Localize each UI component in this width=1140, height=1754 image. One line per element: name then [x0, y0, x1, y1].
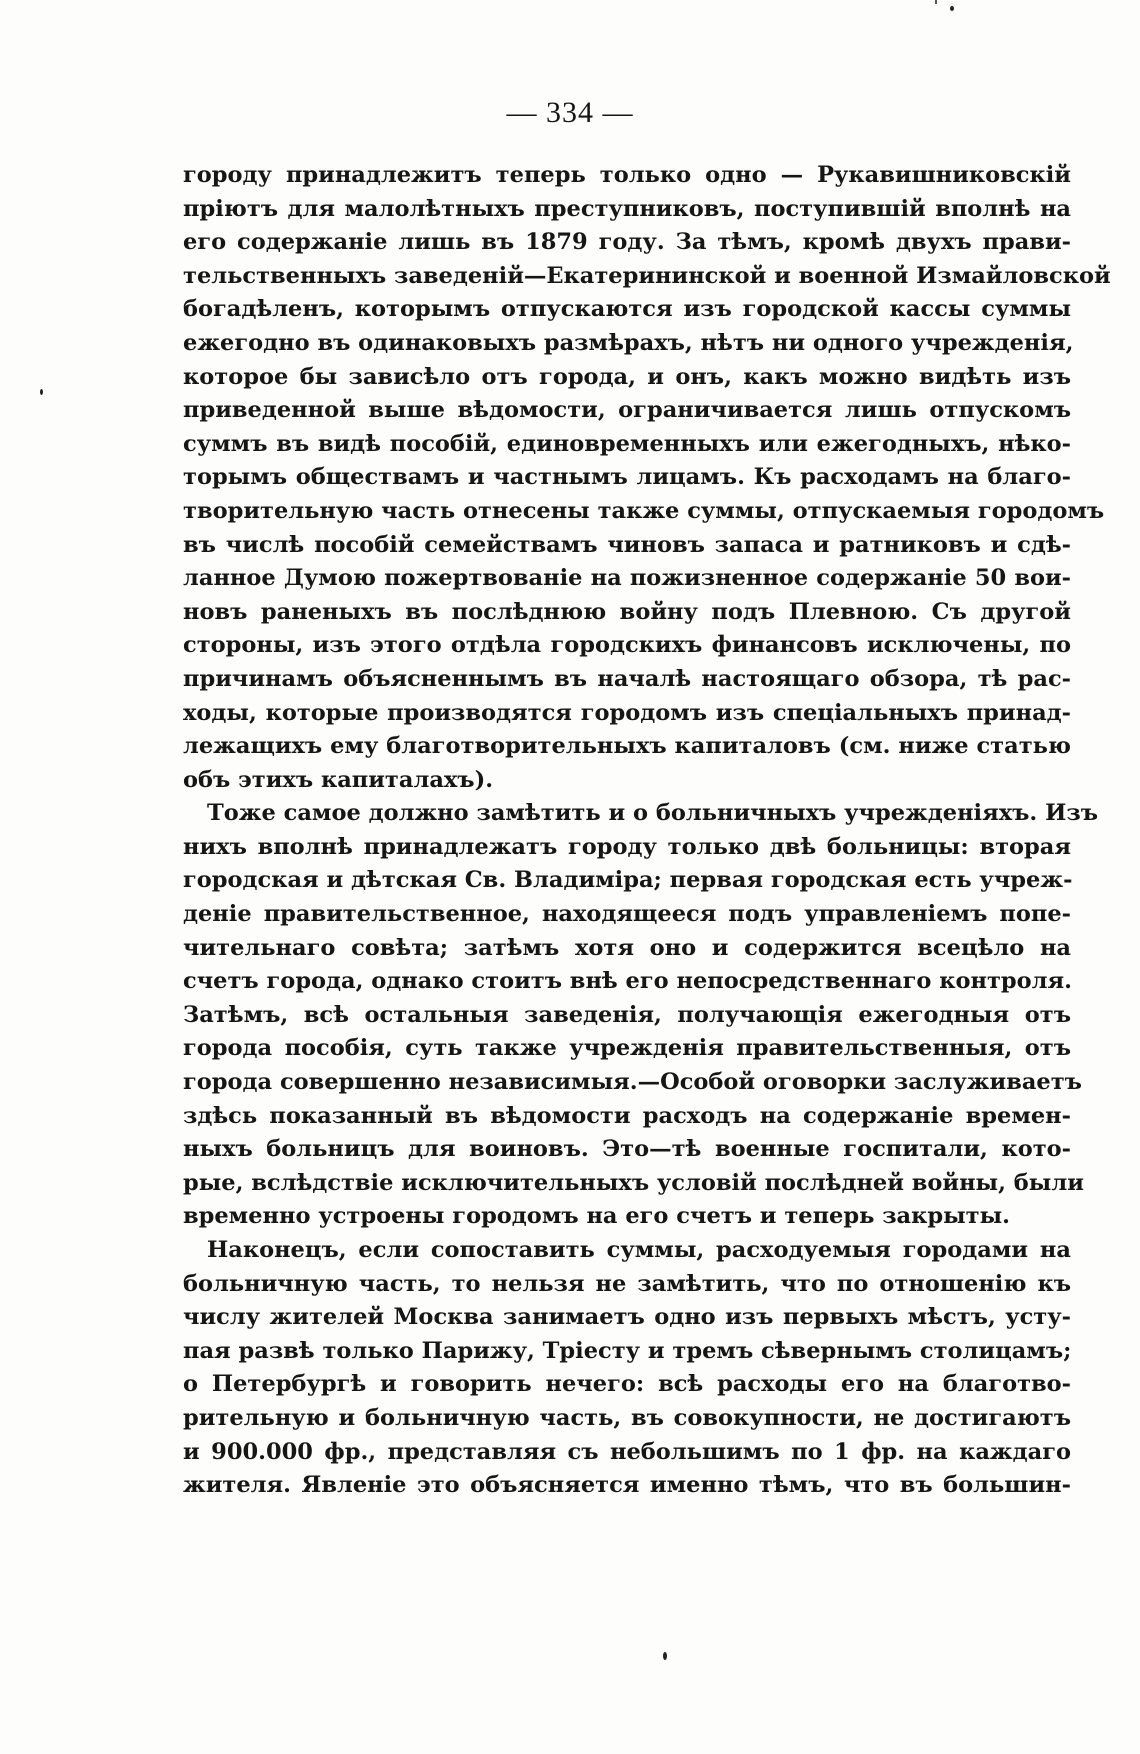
text-line: временно устроены городомъ на его счетъ и теперь закрыты.	[183, 1203, 1010, 1230]
text-line: богадѣленъ, которымъ отпускаются изъ городской кассы суммы	[183, 296, 1071, 323]
text-line: ходы, которые производятся городомъ изъ спеціальныхъ принад-	[183, 699, 1071, 726]
text-line: и 900.000 фр., представляя съ небольшимъ по 1 фр. на каждаго	[183, 1438, 1071, 1465]
text-line: городу принадлежитъ теперь только одно — Рукавишниковскій	[183, 162, 1071, 188]
text-line: города совершенно независимыя.—Особой оговорки заслуживаетъ	[183, 1069, 1082, 1096]
text-line: лежащихъ ему благотворительныхъ капиталовъ (см. ниже статью	[183, 733, 1071, 760]
page-number: — 334 —	[506, 96, 634, 129]
text-line: счетъ города, однако стоитъ внѣ его непосредственнаго контроля.	[183, 968, 1072, 995]
body-text	[183, 159, 1111, 1503]
text-line: нихъ вполнѣ принадлежатъ городу только двѣ больницы: вторая	[183, 833, 1071, 860]
text-line: приведенной выше вѣдомости, ограничивается лишь отпускомъ	[183, 397, 1071, 424]
text-line: пріютъ для малолѣтныхъ преступниковъ, поступившій вполнѣ на	[183, 195, 1071, 222]
text-line: жителя. Явленіе это объясняется именно тѣмъ, что въ большин-	[183, 1472, 1071, 1499]
text-line: торымъ обществамъ и частнымъ лицамъ. Къ расходамъ на благо-	[183, 464, 1071, 491]
text-line: здѣсь показанный въ вѣдомости расходъ на содержаніе времен-	[183, 1102, 1071, 1129]
text-line: которое бы зависѣло отъ города, и онъ, какъ можно видѣть изъ	[183, 363, 1071, 390]
text-line: Тоже самое должно замѣтить и о больничныхъ учрежденіяхъ. Изъ	[207, 800, 1098, 827]
text-line: городская и дѣтская Св. Владиміра; первая городская есть учреж-	[183, 867, 1073, 894]
text-line: стороны, изъ этого отдѣла городскихъ финансовъ исключены, по	[183, 632, 1071, 659]
text-line: рые, вслѣдствіе исключительныхъ условій послѣдней войны, были	[183, 1169, 1084, 1196]
scan-speck	[663, 1652, 667, 1660]
text-line: города пособія, суть также учрежденія правительственныя, отъ	[183, 1035, 1071, 1062]
text-line: суммъ въ видѣ пособій, единовременныхъ или ежегодныхъ, нѣко-	[183, 430, 1071, 457]
text-line: чительнаго совѣта; затѣмъ хотя оно и содержится всецѣло на	[183, 934, 1071, 961]
text-line: деніе правительственное, находящееся подъ управленіемъ попе-	[183, 901, 1071, 928]
text-line: ланное Думою пожертвованіе на пожизненное содержаніе 50 вои-	[183, 565, 1071, 592]
text-line: творительную часть отнесены также суммы, отпускаемыя городомъ	[183, 497, 1105, 524]
text-line: о Петербургѣ и говорить нечего: всѣ расходы его на благотво-	[183, 1371, 1071, 1398]
text-line: Затѣмъ, всѣ остальныя заведенія, получающія ежегодныя отъ	[183, 1001, 1071, 1028]
scan-speck	[40, 389, 43, 395]
text-line: Наконецъ, если сопоставить суммы, расходуемыя городами на	[207, 1237, 1071, 1263]
text-line: причинамъ объясненнымъ въ началѣ настоящаго обзора, тѣ рас-	[183, 665, 1071, 692]
text-line: новъ раненыхъ въ послѣднюю войну подъ Плевною. Съ другой	[183, 598, 1071, 625]
text-line: числу жителей Москва занимаетъ одно изъ первыхъ мѣстъ, усту-	[183, 1304, 1071, 1331]
scan-speck	[950, 6, 954, 11]
text-line: въ числѣ пособій семействамъ чиновъ запаса и ратниковъ и сдѣ-	[183, 531, 1071, 558]
text-line: ныхъ больницъ для воиновъ. Это—тѣ военные госпитали, кото-	[183, 1136, 1071, 1163]
text-line: пая развѣ только Парижу, Тріесту и тремъ сѣвернымъ столицамъ;	[183, 1337, 1072, 1364]
text-line: объ этихъ капиталахъ).	[183, 766, 494, 793]
text-line: тельственныхъ заведеній—Екатерининской и военной Измайловской	[183, 262, 1111, 289]
text-line: рительную и больничную часть, въ совокупности, не достигаютъ	[183, 1404, 1071, 1431]
text-line: ежегодно въ одинаковыхъ размѣрахъ, нѣтъ ни одного учрежденія,	[183, 329, 1074, 356]
text-line: его содержаніе лишь въ 1879 году. За тѣмъ, кромѣ двухъ прави-	[183, 229, 1071, 256]
scan-mark	[935, 0, 937, 4]
text-line: больничную часть, то нельзя не замѣтить, что по отношенію къ	[183, 1270, 1071, 1297]
